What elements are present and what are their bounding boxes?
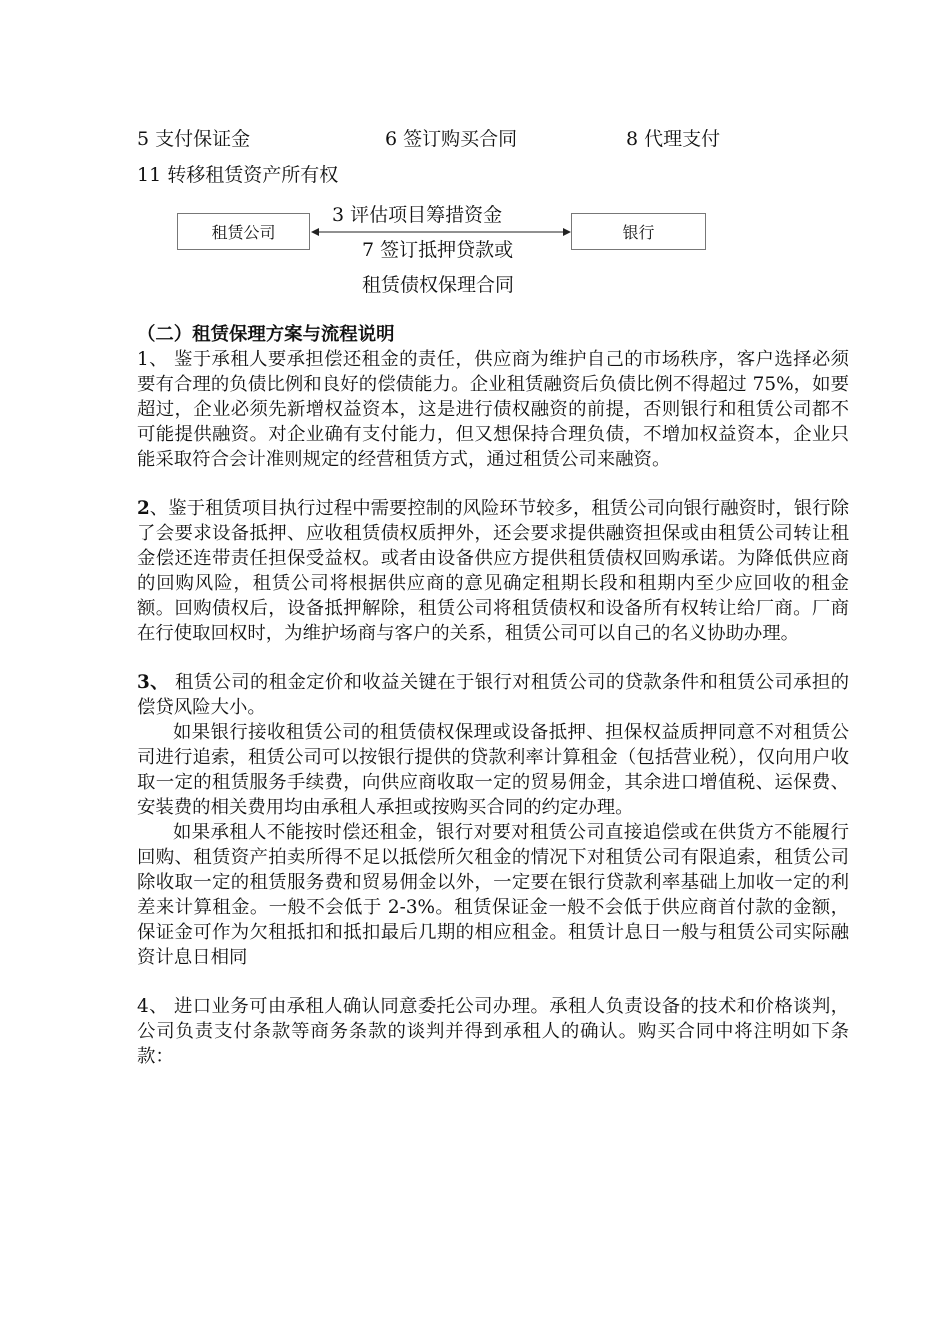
paragraph-2-text: 、鉴于租赁项目执行过程中需要控制的风险环节较多，租赁公司向银行融资时，银行除了会要求设备抵押、应收租赁债权质押外，还会要求提供融资担保或由租赁公司转让租金偿还连带责任担保受益权。或者由设备供应方提供租赁债权回购承诺。为降低供应商的回购风险，租赁公司将根据供应商的意见确定租期长段和租期内至少应回收的租金额。回购债权后，设备抵押解除，租赁公司将租赁债权和设备所有权转让给厂商。厂商在行使取回权时，为维护场商与客户的关系，租赁公司可以自己的名义协助办理。 (137, 498, 849, 644)
flow-step-8: 8 代理支付 (626, 128, 721, 150)
body-text (137, 322, 849, 1069)
paragraph-3-text: 租赁公司的租金定价和收益关键在于银行对租赁公司的贷款条件和租赁公司承担的偿贷风险大小。 (137, 672, 849, 718)
flow-step-3: 3 评估项目筹措资金 (332, 204, 503, 226)
paragraph-3-number: 3、 (137, 672, 169, 693)
flow-step-11: 11 转移租赁资产所有权 (137, 164, 339, 186)
flow-step-7-line1: 7 签订抵押贷款或 (362, 239, 514, 261)
paragraph-2-number: 2 (137, 498, 150, 519)
paragraph-4: 4、 进口业务可由承租人确认同意委托公司办理。承租人负责设备的技术和价格谈判，公司负责支付条款等商务条款的谈判并得到承租人的确认。购买合同中将注明如下条款： (137, 996, 849, 1067)
flow-step-7-line2: 租赁债权保理合同 (362, 274, 515, 296)
leasing-company-box: 租赁公司 (177, 213, 310, 250)
bank-box: 银行 (571, 213, 706, 250)
paragraph-3b: 如果承租人不能按时偿还租金，银行对要对租赁公司直接追偿或在供货方不能履行回购、租赁资产拍卖所得不足以抵偿所欠租金的情况下对租赁公司有限追索，租赁公司除收取一定的租赁服务费和贸易佣金以外，一定要在银行贷款利率基础上加收一定的利差来计算租金。一般不会低于 2-3%。租赁保证金一般不会低于供应商首付款的金额，保证金可作为欠租抵扣和抵扣最后几期的相应租金。租赁计息日一般与租赁公司实际融资计息日相同 (137, 822, 849, 968)
paragraph-3a: 如果银行接收租赁公司的租赁债权保理或设备抵押、担保权益质押同意不对租赁公司进行追索，租赁公司可以按银行提供的贷款利率计算租金（包括营业税），仅向用户收取一定的租赁服务手续费，向供应商收取一定的贸易佣金，其余进口增值税、运保费、安装费的相关费用均由承租人承担或按购买合同的约定办理。 (137, 722, 849, 818)
paragraph-3 (137, 670, 849, 720)
flow-step-5: 5 支付保证金 (137, 128, 251, 150)
section-heading: （二）租赁保理方案与流程说明 (137, 324, 395, 345)
paragraph-2 (137, 496, 849, 646)
flow-step-6: 6 签订购买合同 (385, 128, 518, 150)
paragraph-1: 1、 鉴于承租人要承担偿还租金的责任，供应商为维护自己的市场秩序，客户选择必须要有合理的负债比例和良好的偿债能力。企业租赁融资后负债比例不得超过 75%，如要超过，企业必须先新增权益资本，这是进行债权融资的前提，否则银行和租赁公司都不可能提供融资。对企业确有支付能力，但又想保持合理负债，不增加权益资本，企业只能采取符合会计准则规定的经营租赁方式，通过租赁公司来融资。 (137, 349, 849, 470)
